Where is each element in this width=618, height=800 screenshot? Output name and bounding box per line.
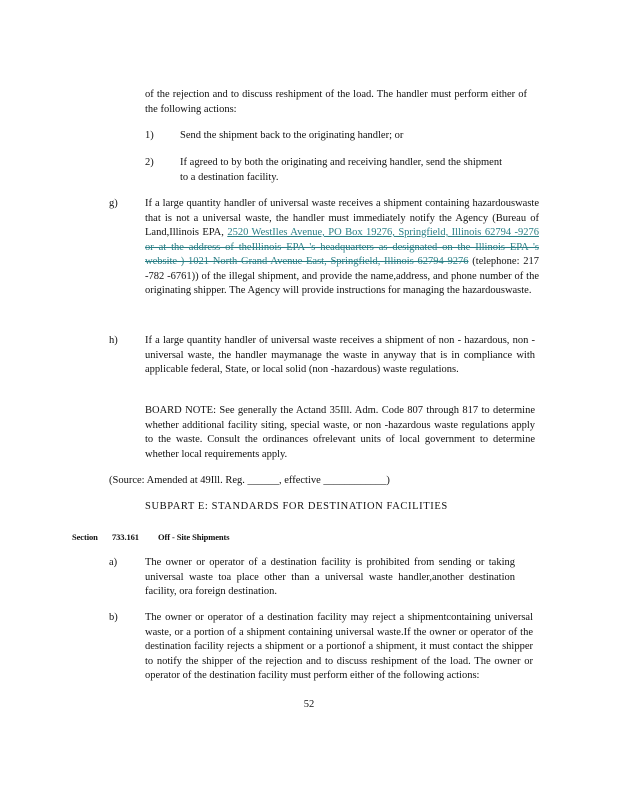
deleted-address: or at the address of theIllinois EPA 's headquarters as designated on the Illinois EPA 's website ) 1021 North Grand Avenue East, Springfield, Illinois 62794 9276 (145, 241, 539, 267)
action-1-text: Send the shipment back to the originating handler; or (180, 130, 404, 141)
page-number: 52 (303, 699, 315, 710)
item-g-label: g) (109, 198, 118, 209)
item-g-paragraph (145, 197, 539, 299)
subpart-heading: SUBPART E: STANDARDS FOR DESTINATION FACILITIES (145, 501, 448, 512)
inserted-address: 2520 WestIles Avenue, PO Box 19276, Springfield, Illinois 62794 -9276 (227, 227, 539, 238)
action-1-label: 1) (145, 130, 154, 141)
section-number: 733.161 (112, 532, 139, 542)
item-g-text-a: If a large quantity handler of universal waste receives a shipment containing hazardouswaste that is not a universal waste, the handler must immediately notify the Agency (Bureau of Land,Illinois EPA, (145, 198, 539, 238)
item-g-text-b: (telephone: 217 -782 -6761)) of the illegal shipment, and provide the name,address, and phone number of the originating shipper. The Agency will provide instructions for managing the hazardouswaste. (145, 256, 539, 296)
item-b-label: b) (109, 612, 118, 623)
source-note: (Source: Amended at 49Ill. Reg. ______, effective ____________) (109, 475, 390, 486)
action-2-text: If agreed to by both the originating and receiving handler, send the shipment to a destination facility. (180, 157, 502, 183)
item-b-paragraph: The owner or operator of a destination facility may reject a shipmentcontaining universal waste, or a portion of a shipment containing universal waste.If the owner or operator of the destination facility rejects a shipment or a portionof a shipment, it must contact the shipper to notify the shipper of the rejection and to discuss reshipment of the load. The owner or operator of the destination facility must perform either of the following actions: (145, 612, 533, 681)
action-2-label: 2) (145, 157, 154, 168)
intro-paragraph: of the rejection and to discuss reshipment of the load. The handler must perform either of the following actions: (145, 89, 527, 115)
board-note: BOARD NOTE: See generally the Actand 35Ill. Adm. Code 807 through 817 to determine whether additional facility siting, special waste, or non -hazardous waste regulations apply to the waste. Consult the ordinances ofrelevant units of local government to determine whether local requirements apply. (145, 405, 535, 460)
item-h-paragraph: If a large quantity handler of universal waste receives a shipment of non - hazardous, non -universal waste, the handler maymanage the waste in anyway that is in compliance with applicable federal, State, or local solid (non -hazardous) waste regulations. (145, 335, 535, 375)
section-title: Off - Site Shipments (158, 532, 230, 542)
item-a-paragraph: The owner or operator of a destination facility is prohibited from sending or taking universal waste toa place other than a universal waste handler,another destination facility, ora foreign destination. (145, 557, 515, 597)
item-a-label: a) (109, 557, 118, 568)
section-label: Section (72, 532, 98, 542)
item-h-label: h) (109, 335, 118, 346)
